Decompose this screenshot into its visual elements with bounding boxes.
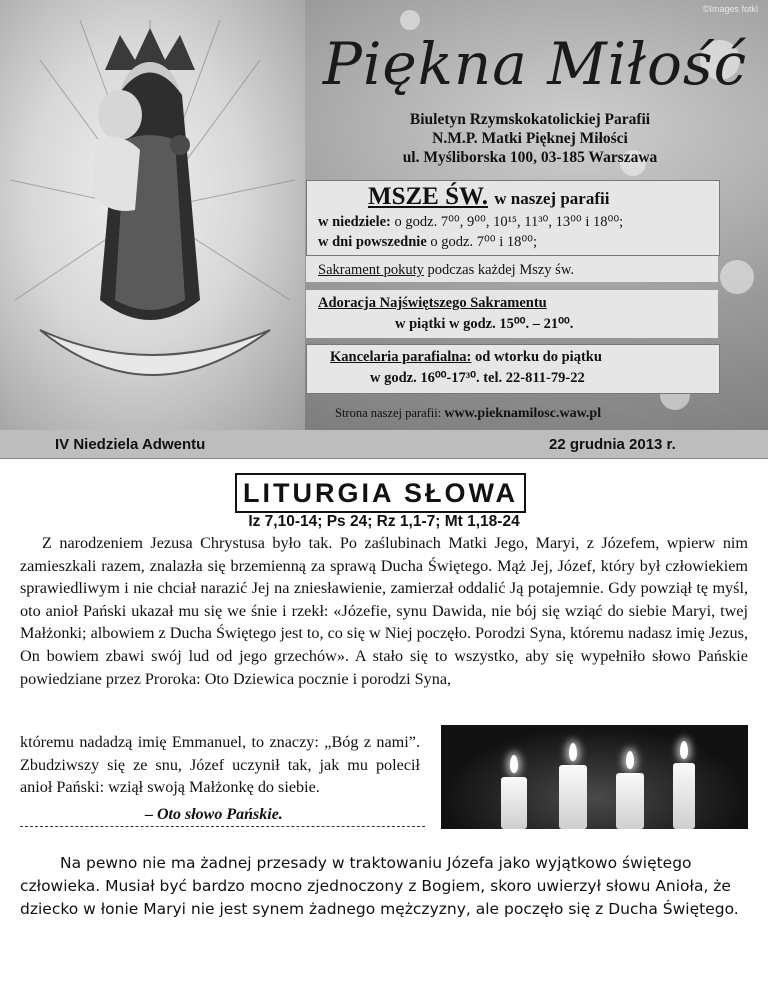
parish-info bbox=[310, 110, 750, 167]
candle bbox=[673, 763, 695, 829]
office-info bbox=[330, 349, 602, 366]
weekday-times: o godz. 7⁰⁰ i 18⁰⁰; bbox=[430, 234, 538, 250]
sunday-label: w niedziele: bbox=[318, 214, 391, 230]
parish-line: ul. Myśliborska 100, 03-185 Warszawa bbox=[402, 149, 658, 166]
office-hours: w godz. 16⁰⁰-17³⁰. tel. 22-811-79-22 bbox=[370, 370, 585, 386]
bulletin-title: Piękna Miłość bbox=[322, 30, 748, 98]
flame bbox=[569, 743, 577, 761]
mass-title: MSZE ŚW. bbox=[368, 183, 488, 210]
office-days: od wtorku do piątku bbox=[475, 349, 602, 365]
flame bbox=[680, 741, 688, 759]
dashed-divider bbox=[20, 826, 425, 827]
website-link[interactable]: www.pieknamilosc.waw.pl bbox=[444, 406, 602, 421]
sunday-masses bbox=[318, 214, 623, 231]
bulletin-date: 22 grudnia 2013 r. bbox=[549, 436, 676, 453]
flame bbox=[626, 751, 634, 769]
parish-line: Biuletyn Rzymskokatolickiej Parafii bbox=[409, 111, 651, 128]
flame bbox=[510, 755, 518, 773]
scripture-references: Iz 7,10-14; Ps 24; Rz 1,1-7; Mt 1,18-24 bbox=[248, 513, 520, 530]
candle bbox=[616, 773, 644, 829]
website-info bbox=[335, 406, 601, 422]
adoration-label: Adoracja Najświętszego Sakramentu bbox=[318, 295, 547, 311]
commentary-paragraph: Na pewno nie ma żadnej przesady w traktowaniu Józefa jako wyjątkowo świętego człowieka. Musiał być bardzo mocno zjednoczony z Bogiem, skoro uwierzył słowu Anioła, że dziecko w łonie Maryi nie jest synem żadnego mężczyzny, ale poczęło się z Ducha Świętego. bbox=[20, 854, 739, 918]
gospel-paragraph: Z narodzeniem Jezusa Chrystusa było tak. Po zaślubinach Matki Jego, Maryi, z Józefem, wpierw nim zamieszkali razem, znalazła się brzemienną za sprawą Ducha Świętego. Mąż Jej, Józef, który był człowiekiem sprawiedliwym i nie chciał narazić Jej na zniesławienie, zamierzał oddalić Ją potajemnie. Gdy powziął tę myśl, oto anioł Pański ukazał mu się we śnie i rzekł: «Józefie, synu Dawida, nie bój się wziąć do siebie Maryi, twej Małżonki; albowiem z Ducha Świętego jest to, co się w Niej poczęło. Porodzi Syna, któremu nadasz imię Jezus, On bowiem zbawi swój lud od jego grzechów». A stało się to wszystko, aby się wypełniło słowo Pańskie powiedziane przez Proroka: Oto Dziewica pocznie i porodzi Syna, bbox=[20, 534, 748, 688]
candle bbox=[501, 777, 527, 829]
parish-line: N.M.P. Matki Pięknej Miłości bbox=[432, 130, 628, 147]
office-label: Kancelaria parafialna: bbox=[330, 349, 472, 365]
confession-info bbox=[318, 262, 574, 279]
gospel-ending: któremu nadadzą imię Emmanuel, to znaczy: „Bóg z nami”. Zbudziwszy się ze snu, Józef uczynił tak, jak mu polecił anioł Pański: wziął swoją Małżonkę do siebie. bbox=[20, 733, 420, 797]
madonna-image bbox=[0, 0, 305, 430]
weekday-label: w dni powszednie bbox=[318, 234, 427, 250]
madonna-illustration bbox=[0, 0, 305, 430]
liturgical-sunday: IV Niedziela Adwentu bbox=[55, 436, 206, 453]
confession-text: podczas każdej Mszy św. bbox=[427, 262, 574, 278]
website-label: Strona naszej parafii: bbox=[335, 406, 442, 420]
mass-title-suffix: w naszej parafii bbox=[494, 189, 610, 208]
adoration-label-line bbox=[318, 295, 547, 312]
candle bbox=[559, 765, 587, 829]
gospel-closing: – Oto słowo Pańskie. bbox=[145, 806, 283, 823]
photo-watermark: ©Images fotki bbox=[702, 4, 758, 14]
confession-label: Sakrament pokuty bbox=[318, 262, 424, 278]
gospel-text bbox=[20, 532, 748, 690]
liturgy-heading: LITURGIA SŁOWA bbox=[235, 473, 526, 513]
bokeh-light bbox=[720, 260, 754, 294]
sunday-times: o godz. 7⁰⁰, 9⁰⁰, 10¹⁵, 11³⁰, 13⁰⁰ i 18⁰⁰; bbox=[394, 214, 624, 230]
commentary-text bbox=[20, 852, 750, 921]
bokeh-light bbox=[400, 10, 420, 30]
adoration-hours: w piątki w godz. 15⁰⁰. – 21⁰⁰. bbox=[395, 316, 574, 332]
bulletin-header bbox=[0, 0, 768, 430]
mass-heading bbox=[368, 183, 609, 211]
weekday-masses bbox=[318, 234, 537, 251]
advent-candles-image bbox=[441, 725, 748, 829]
